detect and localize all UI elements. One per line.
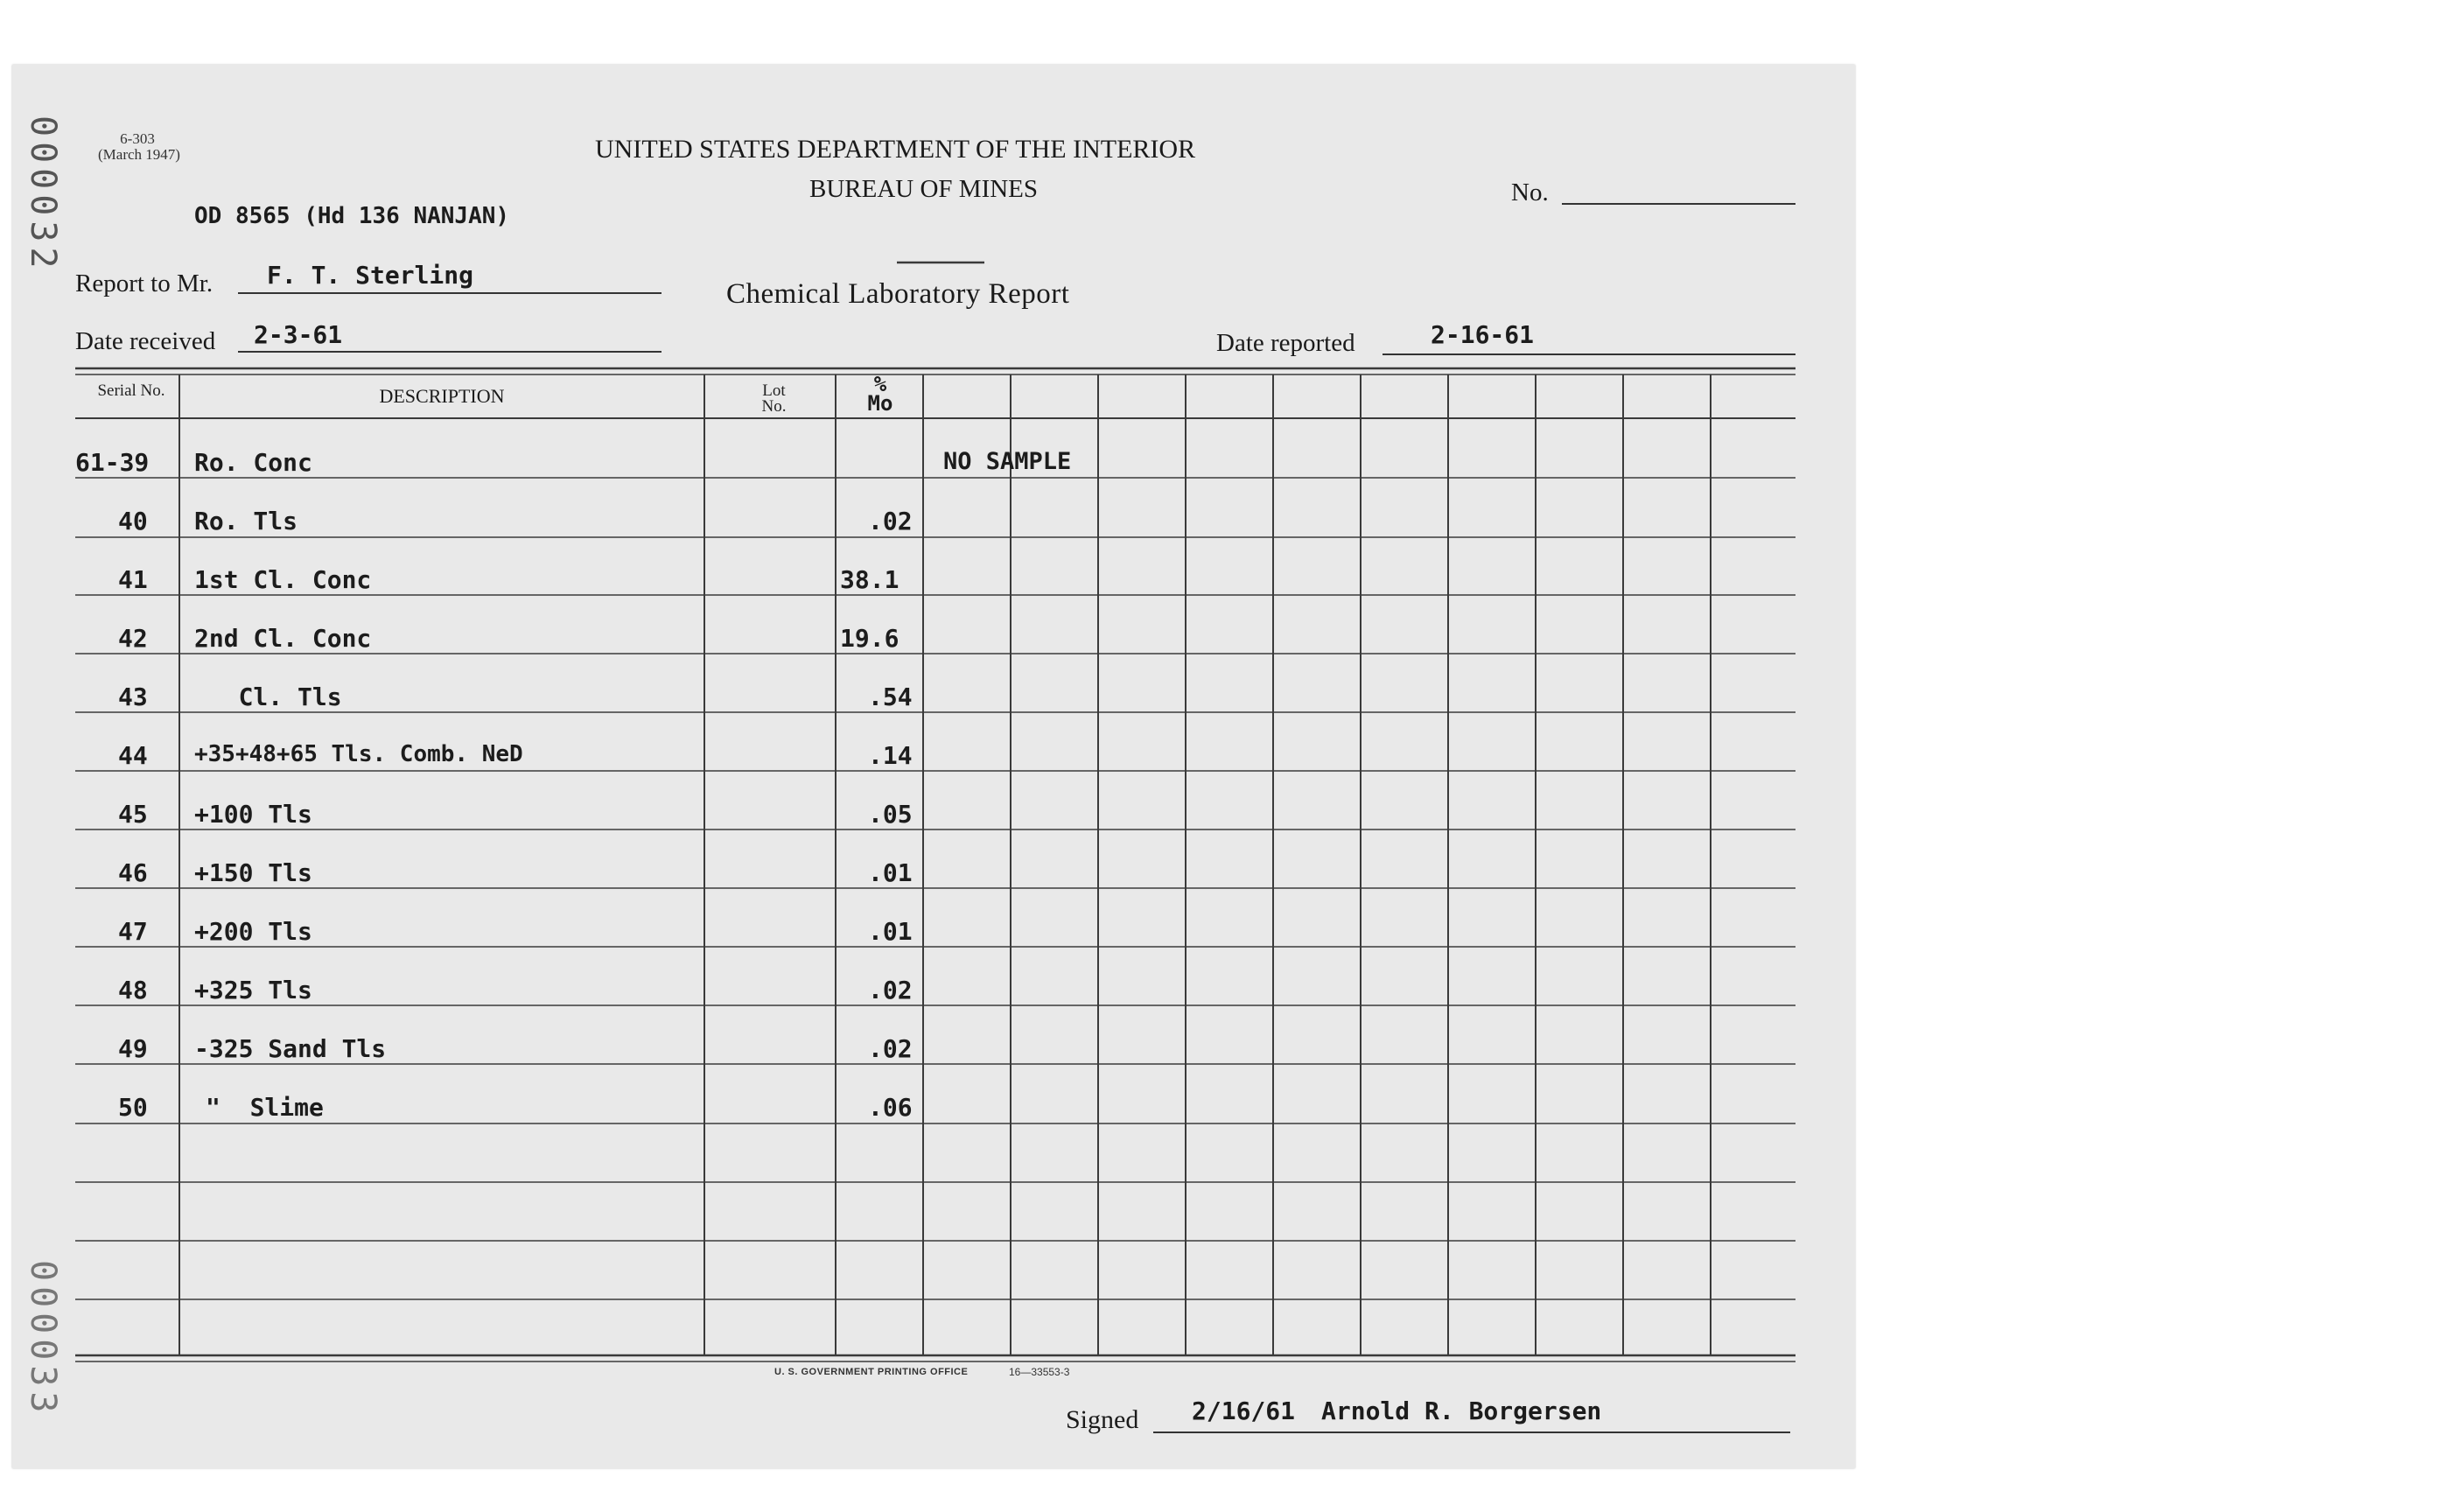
mo-cell: .06 [868, 1093, 913, 1122]
description-cell: +100 Tls [194, 800, 312, 829]
date-reported-value: 2-16-61 [1431, 320, 1535, 349]
report-to-value: F. T. Sterling [267, 261, 474, 290]
department-title: UNITED STATES DEPARTMENT OF THE INTERIOR [595, 135, 1196, 164]
serial-cell: 48 [118, 976, 148, 1004]
description-cell: Ro. Conc [194, 448, 312, 477]
date-reported-label: Date reported [1216, 329, 1355, 357]
signed-label: Signed [1066, 1405, 1139, 1434]
od-reference: OD 8565 (Hd 136 NANJAN) [194, 203, 510, 229]
date-received-label: Date received [75, 327, 216, 355]
form-number: 6-303 [120, 130, 155, 147]
serial-cell: 43 [118, 682, 148, 711]
serial-cell: 44 [118, 741, 148, 770]
serial-cell: 50 [118, 1093, 148, 1122]
no-field-line [1562, 203, 1796, 205]
serial-cell: 40 [118, 507, 148, 536]
date-reported-line [1382, 354, 1796, 355]
no-label: No. [1511, 178, 1549, 206]
date-received-value: 2-3-61 [254, 320, 343, 349]
mo-cell: .02 [868, 1034, 913, 1063]
mo-cell: .02 [868, 976, 913, 1004]
serial-cell: 47 [118, 917, 148, 946]
serial-cell: 49 [118, 1034, 148, 1063]
report-to-label: Report to Mr. [75, 270, 214, 298]
serial-cell: 41 [118, 565, 148, 594]
description-cell: 1st Cl. Conc [194, 565, 372, 594]
report-title: Chemical Laboratory Report [726, 278, 1070, 310]
description-cell: +35+48+65 Tls. Comb. NeD [194, 741, 523, 767]
mo-cell: .01 [868, 858, 913, 887]
signature-line [1153, 1432, 1790, 1433]
mo-cell: 19.6 [840, 624, 900, 653]
mo-cell: 38.1 [840, 565, 900, 594]
serial-cell: 42 [118, 624, 148, 653]
header-lot-no: Lot No. [761, 382, 787, 416]
serial-cell: 45 [118, 800, 148, 829]
description-cell: +325 Tls [194, 976, 312, 1004]
header-mo-symbol: Mo [867, 391, 893, 416]
signed-name: Arnold R. Borgersen [1321, 1396, 1602, 1425]
mo-cell: .54 [868, 682, 913, 711]
header-serial-no: Serial No. [97, 382, 165, 400]
description-cell: +150 Tls [194, 858, 312, 887]
description-cell: Ro. Tls [194, 507, 298, 536]
note-cell: NO SAMPLE [943, 448, 1072, 475]
form-number-block [98, 130, 180, 163]
mo-cell: .05 [868, 800, 913, 829]
description-cell: Cl. Tls [194, 682, 342, 711]
header-description: DESCRIPTION [379, 385, 505, 407]
stamp-number-top: 000032 [23, 116, 63, 274]
stamp-number-bottom: 000033 [23, 1260, 63, 1418]
description-cell: 2nd Cl. Conc [194, 624, 372, 653]
description-cell: +200 Tls [194, 917, 312, 946]
serial-cell: 61-39 [75, 448, 150, 477]
serial-cell: 46 [118, 858, 148, 887]
signed-date: 2/16/61 [1192, 1396, 1296, 1425]
header-mo-percent: % [873, 372, 887, 396]
mo-cell: .02 [868, 507, 913, 536]
header-mo [864, 372, 896, 416]
mo-cell: .14 [868, 741, 913, 770]
report-to-line [238, 292, 662, 294]
description-cell: -325 Sand Tls [194, 1034, 387, 1063]
printer-code: 16—33553-3 [1009, 1366, 1070, 1378]
mo-cell: .01 [868, 917, 913, 946]
bureau-title: BUREAU OF MINES [809, 175, 1039, 203]
date-received-line [238, 351, 662, 353]
description-cell: " Slime [206, 1093, 324, 1122]
form-date: (March 1947) [98, 146, 180, 163]
printer-imprint: U. S. GOVERNMENT PRINTING OFFICE [774, 1367, 969, 1377]
